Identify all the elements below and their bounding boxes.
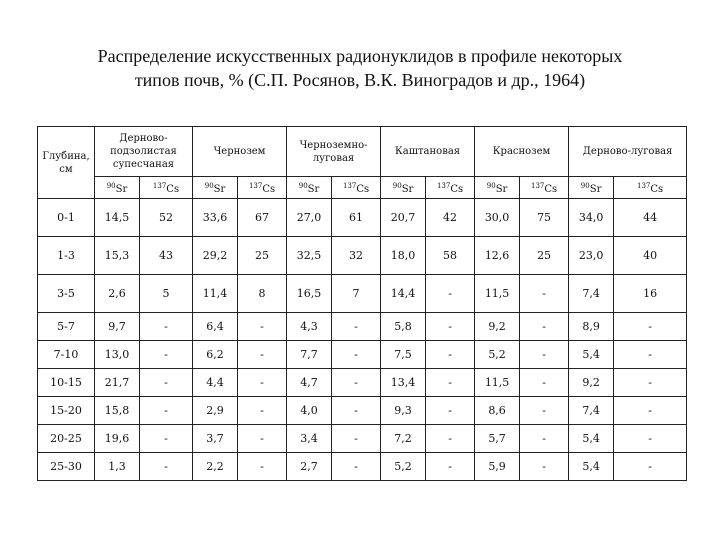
header-row-soils xyxy=(38,127,687,177)
depth-header: Глубина, см xyxy=(38,127,95,199)
value-cell: - xyxy=(614,313,687,341)
value-cell: - xyxy=(520,453,569,481)
value-cell: 18,0 xyxy=(381,237,426,275)
isotope-symbol: Cs xyxy=(166,183,180,195)
value-cell: 5,2 xyxy=(475,341,520,369)
value-cell: - xyxy=(238,341,287,369)
isotope-symbol: Cs xyxy=(356,183,370,195)
value-cell: 3,4 xyxy=(287,425,332,453)
value-cell: 5,8 xyxy=(381,313,426,341)
isotope-mass: 137 xyxy=(436,181,451,190)
depth-cell: 1-3 xyxy=(38,237,95,275)
value-cell: 67 xyxy=(238,199,287,237)
value-cell: - xyxy=(520,313,569,341)
value-cell: 16 xyxy=(614,275,687,313)
value-cell: 20,7 xyxy=(381,199,426,237)
table-row xyxy=(38,397,687,425)
isotope-symbol: Sr xyxy=(401,183,414,195)
value-cell: - xyxy=(426,275,475,313)
value-cell: 12,6 xyxy=(475,237,520,275)
soil-header: Дерново-луговая xyxy=(569,127,687,177)
value-cell: 13,0 xyxy=(95,341,140,369)
value-cell: 15,8 xyxy=(95,397,140,425)
soil-header: Чернозем xyxy=(193,127,287,177)
isotope-mass: 137 xyxy=(152,181,167,190)
value-cell: - xyxy=(520,341,569,369)
value-cell: - xyxy=(332,453,381,481)
value-cell: - xyxy=(426,453,475,481)
value-cell: - xyxy=(614,453,687,481)
value-cell: 43 xyxy=(140,237,193,275)
isotope-symbol: Cs xyxy=(650,183,664,195)
value-cell: 2,2 xyxy=(193,453,238,481)
isotope-symbol: Sr xyxy=(307,183,320,195)
value-cell: 29,2 xyxy=(193,237,238,275)
table-row xyxy=(38,275,687,313)
value-cell: 44 xyxy=(614,199,687,237)
isotope-symbol: Cs xyxy=(262,183,276,195)
depth-cell: 20-25 xyxy=(38,425,95,453)
value-cell: 13,4 xyxy=(381,369,426,397)
value-cell: - xyxy=(426,425,475,453)
value-cell: - xyxy=(332,369,381,397)
table-row xyxy=(38,453,687,481)
value-cell: 23,0 xyxy=(569,237,614,275)
value-cell: - xyxy=(614,425,687,453)
isotope-header xyxy=(475,177,520,199)
radionuclide-table xyxy=(37,126,687,481)
value-cell: 25 xyxy=(238,237,287,275)
value-cell: 7,4 xyxy=(569,397,614,425)
table-row xyxy=(38,237,687,275)
value-cell: - xyxy=(238,453,287,481)
value-cell: 9,7 xyxy=(95,313,140,341)
value-cell: 2,6 xyxy=(95,275,140,313)
value-cell: 8,6 xyxy=(475,397,520,425)
isotope-header xyxy=(193,177,238,199)
value-cell: - xyxy=(332,397,381,425)
value-cell: 4,3 xyxy=(287,313,332,341)
value-cell: 8,9 xyxy=(569,313,614,341)
value-cell: 6,2 xyxy=(193,341,238,369)
soil-header: Краснозем xyxy=(475,127,569,177)
value-cell: 32 xyxy=(332,237,381,275)
header-row-isotopes xyxy=(38,177,687,199)
value-cell: - xyxy=(614,341,687,369)
depth-cell: 3-5 xyxy=(38,275,95,313)
isotope-header xyxy=(332,177,381,199)
isotope-symbol: Cs xyxy=(544,183,558,195)
isotope-header xyxy=(381,177,426,199)
value-cell: 4,0 xyxy=(287,397,332,425)
value-cell: - xyxy=(332,341,381,369)
table-row xyxy=(38,199,687,237)
value-cell: - xyxy=(520,397,569,425)
value-cell: - xyxy=(426,369,475,397)
value-cell: 1,3 xyxy=(95,453,140,481)
value-cell: - xyxy=(238,397,287,425)
value-cell: 11,4 xyxy=(193,275,238,313)
isotope-mass: 90 xyxy=(392,181,402,190)
table-body xyxy=(38,199,687,481)
value-cell: - xyxy=(332,425,381,453)
value-cell: 15,3 xyxy=(95,237,140,275)
value-cell: 8 xyxy=(238,275,287,313)
isotope-symbol: Sr xyxy=(589,183,602,195)
depth-cell: 7-10 xyxy=(38,341,95,369)
value-cell: 5,4 xyxy=(569,341,614,369)
depth-cell: 0-1 xyxy=(38,199,95,237)
isotope-mass: 90 xyxy=(298,181,308,190)
depth-cell: 5-7 xyxy=(38,313,95,341)
value-cell: - xyxy=(520,425,569,453)
value-cell: 3,7 xyxy=(193,425,238,453)
value-cell: 7,2 xyxy=(381,425,426,453)
value-cell: - xyxy=(238,425,287,453)
value-cell: - xyxy=(238,313,287,341)
soil-header: Черноземно-луговая xyxy=(287,127,381,177)
value-cell: 30,0 xyxy=(475,199,520,237)
isotope-mass: 90 xyxy=(580,181,590,190)
value-cell: - xyxy=(426,341,475,369)
title-line-1: Распределение искусственных радионуклидов в профиле некоторых xyxy=(97,46,623,66)
value-cell: - xyxy=(238,369,287,397)
isotope-header xyxy=(287,177,332,199)
value-cell: 2,7 xyxy=(287,453,332,481)
value-cell: 4,7 xyxy=(287,369,332,397)
isotope-header xyxy=(140,177,193,199)
value-cell: 32,5 xyxy=(287,237,332,275)
value-cell: 7,4 xyxy=(569,275,614,313)
value-cell: 6,4 xyxy=(193,313,238,341)
value-cell: 9,2 xyxy=(569,369,614,397)
depth-cell: 10-15 xyxy=(38,369,95,397)
isotope-mass: 137 xyxy=(342,181,357,190)
soil-header: Каштановая xyxy=(381,127,475,177)
value-cell: 40 xyxy=(614,237,687,275)
value-cell: - xyxy=(140,453,193,481)
value-cell: 11,5 xyxy=(475,275,520,313)
value-cell: 42 xyxy=(426,199,475,237)
value-cell: 25 xyxy=(520,237,569,275)
isotope-header xyxy=(520,177,569,199)
isotope-mass: 137 xyxy=(530,181,545,190)
value-cell: 7,5 xyxy=(381,341,426,369)
value-cell: 2,9 xyxy=(193,397,238,425)
soil-header: Дерново-подзолистая супесчаная xyxy=(95,127,193,177)
isotope-mass: 137 xyxy=(636,181,651,190)
slide-title xyxy=(40,44,680,92)
value-cell: 75 xyxy=(520,199,569,237)
value-cell: - xyxy=(426,313,475,341)
value-cell: 34,0 xyxy=(569,199,614,237)
depth-cell: 25-30 xyxy=(38,453,95,481)
value-cell: - xyxy=(140,369,193,397)
isotope-header xyxy=(238,177,287,199)
value-cell: 52 xyxy=(140,199,193,237)
isotope-symbol: Sr xyxy=(213,183,226,195)
value-cell: - xyxy=(140,341,193,369)
value-cell: - xyxy=(332,313,381,341)
value-cell: 4,4 xyxy=(193,369,238,397)
value-cell: 16,5 xyxy=(287,275,332,313)
value-cell: 5 xyxy=(140,275,193,313)
value-cell: - xyxy=(614,369,687,397)
value-cell: - xyxy=(520,275,569,313)
value-cell: 7,7 xyxy=(287,341,332,369)
isotope-mass: 90 xyxy=(106,181,116,190)
value-cell: - xyxy=(140,425,193,453)
value-cell: 7 xyxy=(332,275,381,313)
isotope-mass: 90 xyxy=(486,181,496,190)
value-cell: 5,7 xyxy=(475,425,520,453)
value-cell: 9,2 xyxy=(475,313,520,341)
value-cell: 14,5 xyxy=(95,199,140,237)
value-cell: - xyxy=(140,397,193,425)
value-cell: - xyxy=(426,397,475,425)
title-line-2: типов почв, % (С.П. Росянов, В.К. Виноградов и др., 1964) xyxy=(134,70,586,90)
value-cell: 19,6 xyxy=(95,425,140,453)
value-cell: 5,9 xyxy=(475,453,520,481)
isotope-header xyxy=(569,177,614,199)
table-row xyxy=(38,369,687,397)
table-row xyxy=(38,341,687,369)
value-cell: - xyxy=(520,369,569,397)
isotope-symbol: Sr xyxy=(115,183,128,195)
isotope-symbol: Cs xyxy=(450,183,464,195)
isotope-header xyxy=(426,177,475,199)
isotope-header xyxy=(614,177,687,199)
value-cell: 5,2 xyxy=(381,453,426,481)
table-row xyxy=(38,313,687,341)
value-cell: 27,0 xyxy=(287,199,332,237)
value-cell: 5,4 xyxy=(569,453,614,481)
value-cell: 11,5 xyxy=(475,369,520,397)
value-cell: 9,3 xyxy=(381,397,426,425)
value-cell: - xyxy=(140,313,193,341)
value-cell: 21,7 xyxy=(95,369,140,397)
value-cell: 58 xyxy=(426,237,475,275)
isotope-mass: 90 xyxy=(204,181,214,190)
isotope-symbol: Sr xyxy=(495,183,508,195)
value-cell: 14,4 xyxy=(381,275,426,313)
value-cell: - xyxy=(614,397,687,425)
value-cell: 61 xyxy=(332,199,381,237)
value-cell: 5,4 xyxy=(569,425,614,453)
table-row xyxy=(38,425,687,453)
isotope-header xyxy=(95,177,140,199)
value-cell: 33,6 xyxy=(193,199,238,237)
isotope-mass: 137 xyxy=(248,181,263,190)
depth-cell: 15-20 xyxy=(38,397,95,425)
